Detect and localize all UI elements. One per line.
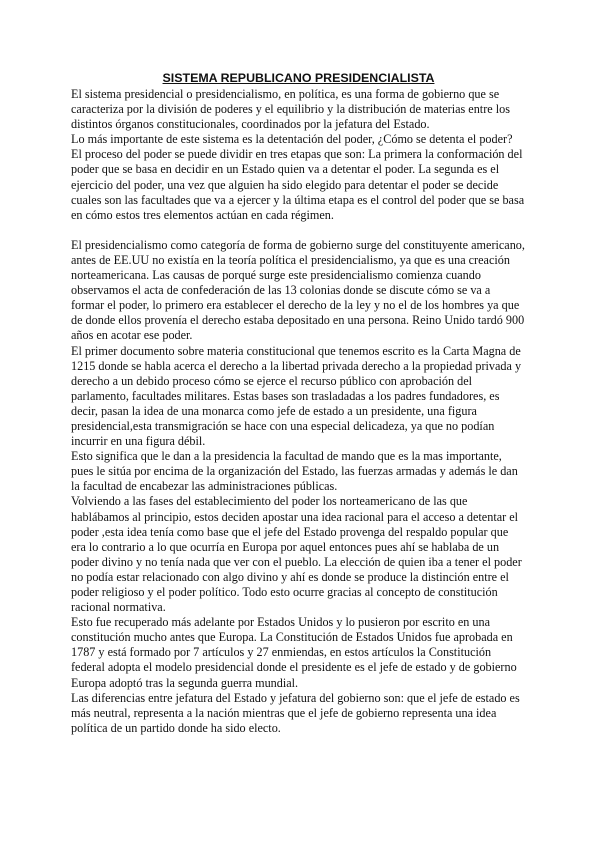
- paragraph-command: Esto significa que le dan a la presidencia la facultad de mando que es la mas importante, pues le sitúa por encima de la organización del Estado, las fuerzas armadas y además le dan la facultad de encabezar las administraciones públicas.: [71, 449, 518, 494]
- paragraph-question: Lo más importante de este sistema es la detentación del poder, ¿Cómo se detenta el poder?: [71, 132, 513, 147]
- paragraph-constitution: Esto fue recuperado más adelante por Estados Unidos y lo pusieron por escrito en una constitución mucho antes que Europa. La Constitución de Estados Unidos fue aprobada en 1787 y está formado por 7 artículos y 27 enmiendas, en estos artículos la Constitución federal adopta el modelo presidencial donde el presidente es el jefe de estado y de gobierno Europa adoptó tras la segunda guerra mundial.: [71, 615, 517, 690]
- paragraph-phases: Volviendo a las fases del establecimiento del poder los norteamericano de las que hablábamos al principio, estos deciden apostar una idea racional para el acceso a detentar el poder ,esta idea tenía como base que el jefe del Estado provenga del respaldo popular que era lo contrario a lo que ocurría en Europa por aquel entonces pues ahí se hablaba de un poder divino y no tenía nada que ver con el pueblo. La elección de quien iba a tener el poder no podía estar relacionado con algo divino y ahí es donde se produce la distinción entre el poder religioso y el poder político. Todo esto ocurre gracias al concepto de constitución racional normativa.: [71, 494, 522, 615]
- paragraph-origin: El presidencialismo como categoría de forma de gobierno surge del constituyente americano, antes de EE.UU no existía en la teoría política el presidencialismo, ya que es una creación norteamericana. Las causas de porqué surge este presidencialismo comienza cuando observamos el acta de confederación de las 13 colonias donde se discute cómo se va a formar el poder, lo primero era establecer el derecho de la ley y no el de los hombres ya que de donde ellos provenía el derecho estaba depositado en una persona. Reino Unido tardó 900 años en acotar ese poder.: [71, 237, 525, 343]
- paragraph-differences: Las diferencias entre jefatura del Estado y jefatura del gobierno son: que el jefe de estado es más neutral, representa a la nación mientras que el jefe de gobierno representa una idea política de un partido donde ha sido electo.: [71, 690, 520, 735]
- paragraph-magna-carta: El primer documento sobre materia constitucional que tenemos escrito es la Carta Magna de 1215 donde se habla acerca el derecho a la libertad privada derecho a la propiedad privada y derecho a un debido proceso cómo se ejerce el recurso público con aprobación del parlamento, facultades militares. Estas bases son trasladadas a los padres fundadores, es decir, pasan la idea de una monarca como jefe de estado a un presidente, una figura presidencial,esta transmigración se hace con una especial delicadeza, ya que no podían incurrir en una figura débil.: [71, 343, 522, 449]
- document-title: SISTEMA REPUBLICANO PRESIDENCIALISTA: [162, 71, 435, 85]
- document-page: [71, 71, 526, 736]
- paragraph-stages: El proceso del poder se puede dividir en tres etapas que son: La primera la conformación del poder que se basa en decidir en un Estado quien va a detentar el poder. La segunda es el ejercicio del poder, una vez que alguien ha sido elegido para detentar el poder se decide cuales son las facultades que va a ejercer y la última etapa es el control del poder que se basa en cómo estos tres elementos actúan en cada régimen.: [71, 147, 525, 222]
- paragraph-definition: El sistema presidencial o presidencialismo, en política, es una forma de gobierno que se caracteriza por la división de poderes y el equilibrio y la distribución de materias entre los distintos órganos constitucionales, coordinados por la jefatura del Estado.: [71, 87, 510, 132]
- paragraph-spacer: [71, 223, 526, 238]
